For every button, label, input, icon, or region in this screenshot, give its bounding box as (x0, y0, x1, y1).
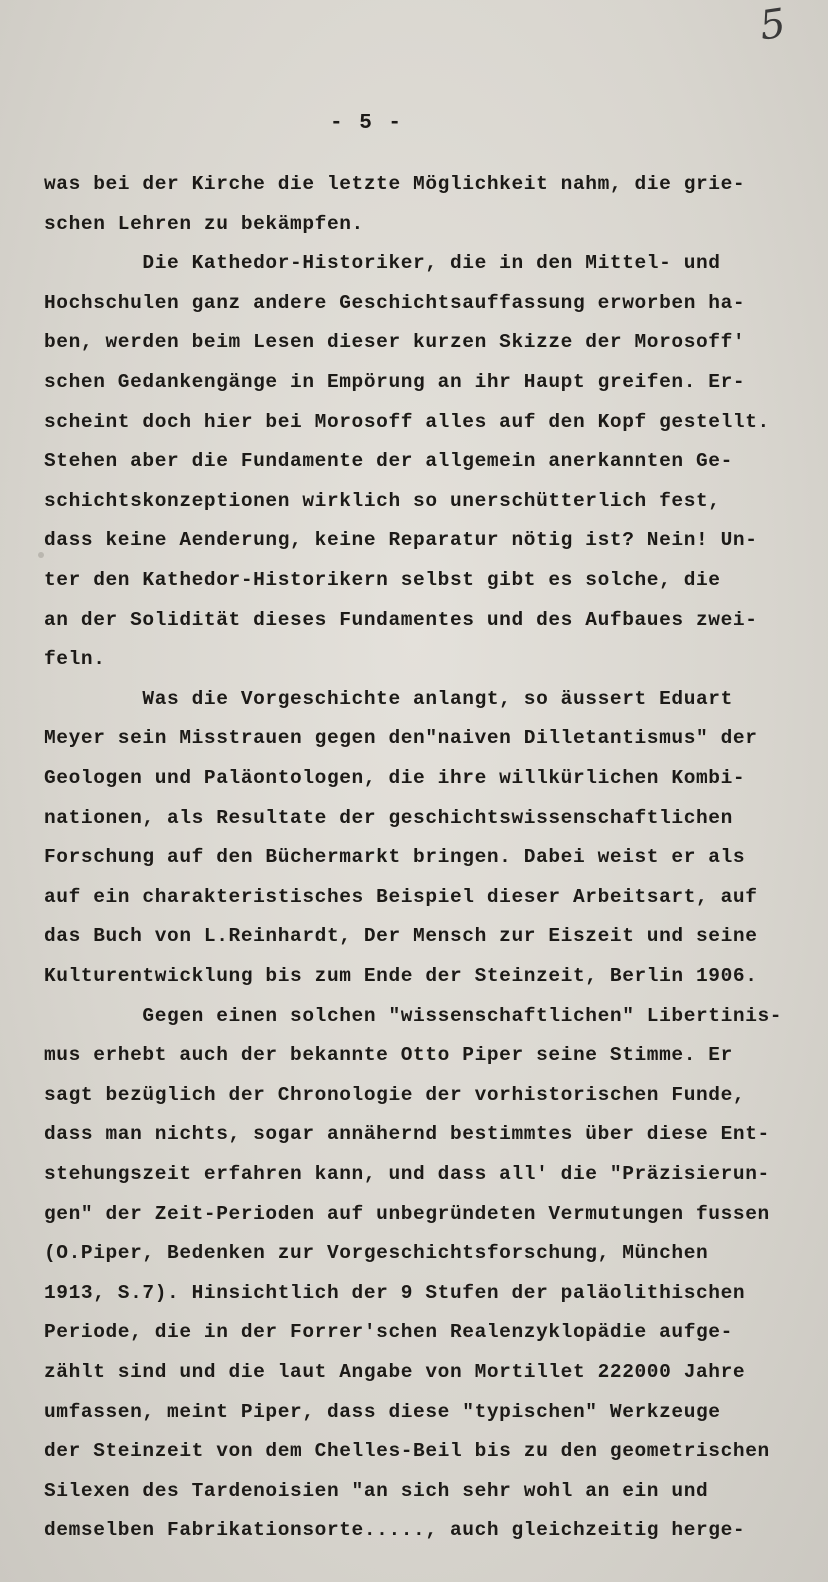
text-line: dass man nichts, sogar annähernd bestimmtes über diese Ent- (44, 1123, 770, 1146)
text-line: schichtskonzeptionen wirklich so unerschütterlich fest, (44, 489, 721, 512)
text-line: Periode, die in der Forrer'schen Realenzyklopädie aufge- (44, 1321, 733, 1344)
text-line: stehungszeit erfahren kann, und dass all' die "Präzisierun- (44, 1163, 770, 1185)
text-line: mus erhebt auch der bekannte Otto Piper seine Stimme. Er (44, 1044, 733, 1067)
text-line: sagt bezüglich der Chronologie der vorhistorischen Funde, (44, 1083, 746, 1106)
text-line: ter den Kathedor-Historikern selbst gibt es solche, die (44, 569, 721, 591)
handwritten-archive-number: 5 (756, 0, 789, 50)
text-line: Forschung auf den Büchermarkt bringen. Dabei weist er als (44, 846, 746, 869)
text-line: schen Lehren zu bekämpfen. (44, 212, 364, 235)
text-line: 1913, S.7). Hinsichtlich der 9 Stufen der paläolithischen (44, 1281, 746, 1304)
text-line: auf ein charakteristisches Beispiel dieser Arbeitsart, auf (44, 885, 758, 908)
text-line: was bei der Kirche die letzte Möglichkeit nahm, die grie- (44, 173, 746, 195)
text-line: zählt sind und die laut Angabe von Mortillet 222000 Jahre (44, 1361, 746, 1383)
text-line: (O.Piper, Bedenken zur Vorgeschichtsforschung, München (44, 1242, 709, 1265)
text-line: Kulturentwicklung bis zum Ende der Steinzeit, Berlin 1906. (44, 965, 758, 987)
text-line: das Buch von L.Reinhardt, Der Mensch zur Eiszeit und seine (44, 925, 758, 948)
text-line: feln. (44, 648, 106, 671)
text-line: Was die Vorgeschichte anlangt, so äussert Eduart (44, 687, 733, 710)
text-line: an der Solidität dieses Fundamentes und des Aufbaues zwei- (44, 608, 758, 631)
text-line: schen Gedankengänge in Empörung an ihr Haupt greifen. Er- (44, 371, 746, 393)
page-number: - 5 - (330, 112, 404, 135)
text-line: Hochschulen ganz andere Geschichtsauffassung erworben ha- (44, 291, 746, 314)
text-line: umfassen, meint Piper, dass diese "typischen" Werkzeuge (44, 1400, 721, 1423)
text-line: Die Kathedor-Historiker, die in den Mittel- und (44, 252, 721, 275)
text-line: scheint doch hier bei Morosoff alles auf den Kopf gestellt. (44, 410, 770, 433)
text-line: Stehen aber die Fundamente der allgemein anerkannten Ge- (44, 450, 733, 473)
text-line: Geologen und Paläontologen, die ihre willkürlichen Kombi- (44, 767, 746, 789)
text-line: ben, werden beim Lesen dieser kurzen Skizze der Morosoff' (44, 331, 746, 354)
punch-hole-mark (38, 552, 44, 558)
text-line: nationen, als Resultate der geschichtswissenschaftlichen (44, 806, 733, 829)
text-line: Gegen einen solchen "wissenschaftlichen" Libertinis- (44, 1004, 783, 1027)
text-line: dass keine Aenderung, keine Reparatur nötig ist? Nein! Un- (44, 529, 758, 552)
text-line: gen" der Zeit-Perioden auf unbegründeten Vermutungen fussen (44, 1202, 770, 1225)
text-line: Silexen des Tardenoisien "an sich sehr wohl an ein und (44, 1479, 709, 1502)
text-line: Meyer sein Misstrauen gegen den"naiven Dilletantismus" der (44, 727, 758, 750)
text-line: demselben Fabrikationsorte....., auch gleichzeitig herge- (44, 1519, 746, 1542)
text-line: der Steinzeit von dem Chelles-Beil bis zu den geometrischen (44, 1440, 770, 1463)
